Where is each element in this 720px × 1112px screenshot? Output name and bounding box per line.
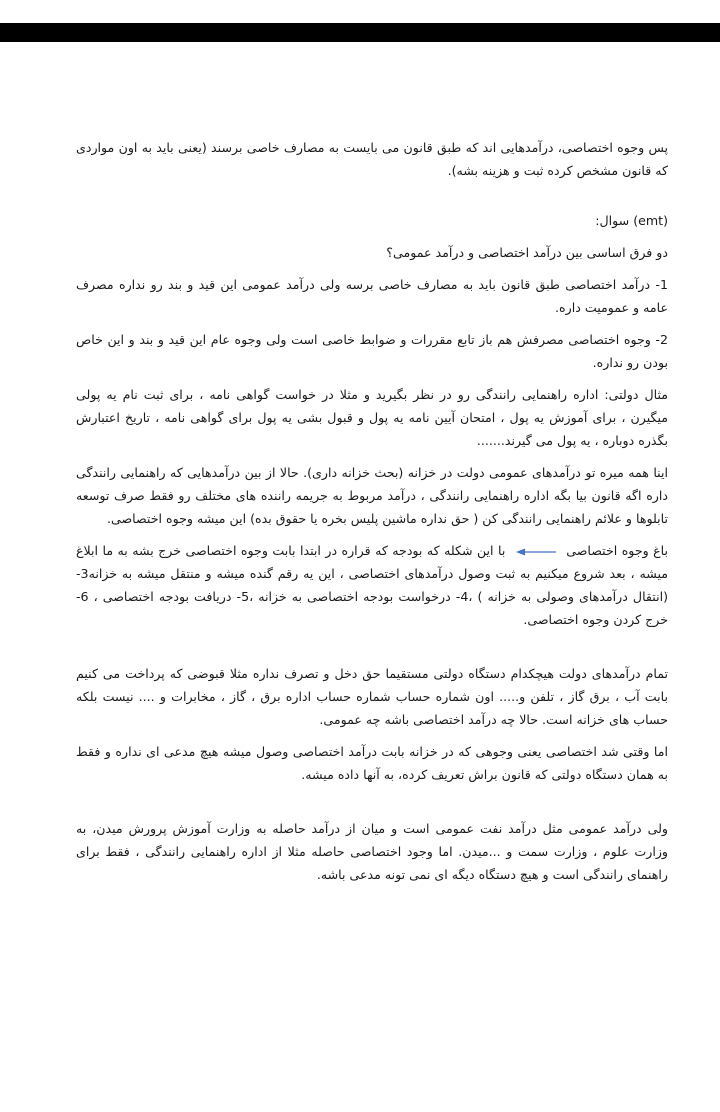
process-start-text: باغ وجوه اختصاصی [566,543,668,558]
answer-point-2: 2- وجوه اختصاصی مصرفش هم باز تابع مقررات و ضوابط خاصی است ولی وجوه عام این قید و بند و این خاص بودن رو نداره. [76,332,668,370]
paragraph-treasury: اینا همه میره تو درآمدهای عمومی دولت در خزانه (بحث خزانه داری). حالا از بین درآمدهایی که راهنمایی رانندگی داره اگه قانون بیا بگه اداره راهنمایی رانندگی ، درآمد مربوط به جریمه راننده های مختلف رو فقط صرف توسعه تابلوها و علائم راهنمایی رانندگی کن ( حق نداره ماشین پلیس بخره یا حقوق بده) این میشه وجوه اختصاصی. [76,465,668,526]
paragraph-dedicated-funds: اما وقتی شد اختصاصی یعنی وجوهی که در خزانه بابت درآمد اختصاصی وصول میشه هیچ مدعی ای نداره و فقط به همان دستگاه دولتی که قانون براش تعریف کرده، به آنها داده میشه. [76,744,668,782]
question-text: دو فرق اساسی بین درآمد اختصاصی و درآمد عمومی؟ [386,245,668,260]
top-status-bar [0,23,720,42]
paragraph-example: مثال دولتی: اداره راهنمایی رانندگی رو در نظر بگیرید و مثلا در خواست گواهی نامه ، برای ثبت نام یه پولی میگیرن ، برای آموزش یه پول ، امتحان آیین نامه یه پول و قبول بشی یه پول برای گواهی نامه ، تاریخ اعتبارش بگذره دوباره ، یه پول می گیرند....... [76,387,668,448]
paragraph-government-revenue: تمام درآمدهای دولت هیچکدام دستگاه دولتی مستقیما حق دخل و تصرف نداره مثلا قبوضی که پرداخت می کنیم بابت آب ، برق گاز ، تلفن و..... اون شماره حساب شماره حساب اداره برق ، گاز ، مخابرات و .... نیست بلکه حساب های خزانه است. حالا چه درآمد اختصاصی باشه چه عمومی. [76,666,668,727]
process-rest-text: با این شکله که بودجه که قراره در ابتدا بابت وجوه اختصاصی خرج بشه به ما ابلاغ میشه ، بعد شروع میکنیم به ثبت وصول درآمدهای اختصاصی ، این یه رقم گنده میشه و منتقل میشه به خزانه3-(انتقال درآمدهای وصولی به خزانه ) ،4- درخواست بودجه اختصاصی به خزانه ،5- دریافت بودجه اختصاصی ، 6-خرج کردن وجوه اختصاصی. [76,543,668,627]
arrow-left-icon [516,547,556,557]
question-heading: (emt) سوال: [595,213,668,228]
paragraph-process [76,539,668,631]
paragraph-public-revenue: ولی درآمد عمومی مثل درآمد نفت عمومی است و میان از درآمد حاصله به وزارت آموزش پرورش میدن، به وزارت علوم ، وزارت سمت و ...میدن. اما وجود اختصاصی حاصله مثلا از اداره راهنمایی رانندگی ، فقط برای راهنمای رانندگی است و هیچ دستگاه دیگه ای نمی تونه مدعی باشه. [76,821,668,882]
document-page [76,136,668,895]
paragraph-definition: پس وجوه اختصاصی، درآمدهایی اند که طبق قانون می بایست به مصارف خاصی برسند (یعنی باید به اون مواردی که قانون مشخص کرده ثبت و هزینه بشه). [76,140,668,178]
answer-point-1: 1- درآمد اختصاصی طبق قانون باید به مصارف خاصی برسه ولی درآمد عمومی این قید و بند رو نداره مصرف عامه و عمومیت داره. [76,277,668,315]
